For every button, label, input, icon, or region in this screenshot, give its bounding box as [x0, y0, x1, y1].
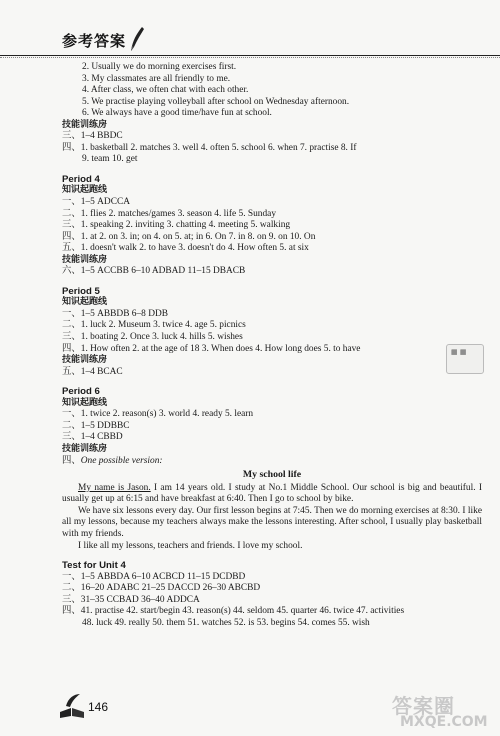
essay-paragraph: I like all my lessons, teachers and friends. I love my school.	[78, 540, 303, 551]
answer-line: 48. luck 49. really 50. them 51. watches 52. is 53. begins 54. comes 55. wish	[82, 617, 370, 628]
version-prefix: 四、	[62, 455, 81, 466]
essay-title: My school life	[242, 469, 302, 481]
answer-line: 三、1–4 CBBD	[62, 432, 123, 443]
period-title: Period 4	[62, 173, 100, 185]
essay	[62, 469, 482, 552]
answer-line: 二、1. luck 2. Museum 3. twice 4. age 5. picnics	[62, 320, 246, 331]
answer-line: 一、1–5 ABBDA 6–10 ACBCD 11–15 DCDBD	[62, 571, 246, 582]
section-heading: 技能训练房	[62, 443, 108, 454]
answer-line: 四、1. at 2. on 3. in; on 4. on 5. at; in 6. On 7. in 8. on 9. on 10. On	[62, 231, 316, 242]
period-4-section	[62, 174, 482, 278]
answer-line: 三、31–35 CCBAD 36–40 ADDCA	[62, 594, 200, 605]
header-title: 参考答案	[62, 32, 127, 50]
essay-paragraph: We have six lessons every day. Our first lesson begins at 7:45. Then we do morning exercises at 8:30. I like all my lessons, because my teachers always make the lessons interesting. After school, I usually play basketball with my friends.	[62, 505, 482, 539]
book-icon	[58, 692, 86, 718]
watermark-logo: 答案圈 MXQE.COM	[392, 694, 488, 730]
header-rule-dotted	[0, 57, 500, 58]
answer-line: 五、1–4 BCAC	[62, 366, 123, 377]
period-title: Period 6	[62, 386, 100, 398]
answer-line: 五、1. doesn't walk 2. to have 3. doesn't do 4. How often 5. at six	[62, 243, 309, 254]
period-5-section	[62, 286, 482, 378]
section-heading: 技能训练房	[62, 355, 108, 366]
answer-line: 二、16–20 ADABC 21–25 DACCD 26–30 ABCBD	[62, 583, 261, 594]
answer-content	[62, 62, 482, 629]
answer-line: 三、1. boating 2. Once 3. luck 4. hills 5. wishes	[62, 332, 243, 343]
section-heading: 技能训练房	[62, 119, 108, 130]
answer-line: 二、1–5 DDBBC	[62, 420, 130, 431]
answer-line: 一、1–5 ADCCA	[62, 197, 130, 208]
test-section	[62, 560, 482, 629]
answer-line: 3. My classmates are all friendly to me.	[82, 73, 231, 84]
answer-line: 四、1. basketball 2. matches 3. well 4. often 5. school 6. when 7. practise 8. If	[62, 142, 357, 153]
page-header	[0, 0, 500, 60]
answer-line: 5. We practise playing volleyball after school on Wednesday afternoon.	[82, 96, 350, 107]
essay-text: I am 14 years old. I study at No.1 Middle School. Our school is big and beautiful. I usually get up at 6:15 and have breakfast at 6:40. Then I go to school by bike.	[62, 482, 482, 505]
answer-line: 六、1–5 ACCBB 6–10 ADBAD 11–15 DBACB	[62, 266, 246, 277]
answer-line: 9. team 10. get	[82, 154, 138, 165]
skill-section	[62, 120, 482, 166]
answer-line: 三、1–4 BBDC	[62, 131, 123, 142]
answer-line: 4. After class, we often chat with each other.	[82, 85, 249, 96]
essay-paragraph	[62, 483, 482, 506]
version-line	[62, 456, 482, 468]
answer-line: 一、1. twice 2. reason(s) 3. world 4. ready 5. learn	[62, 409, 254, 420]
test-title: Test for Unit 4	[62, 560, 126, 572]
answer-line: 6. We always have a good time/have fun at school.	[82, 108, 272, 119]
answer-line: 2. Usually we do morning exercises first.	[82, 62, 237, 72]
version-text: One possible version:	[80, 455, 163, 466]
answer-line: 一、1–5 ABBDB 6–8 DDB	[62, 308, 168, 319]
section-heading: 技能训练房	[62, 254, 108, 265]
period-6-section	[62, 386, 482, 467]
section-heading: 知识起跑线	[62, 297, 108, 308]
essay-underlined: My name is Jason.	[78, 482, 151, 493]
answer-line: 二、1. flies 2. matches/games 3. season 4. life 5. Sunday	[62, 208, 277, 219]
header-rule	[0, 55, 500, 56]
period-title: Period 5	[62, 285, 100, 297]
section-heading: 知识起跑线	[62, 185, 108, 196]
intro-section	[62, 62, 482, 120]
answer-line: 三、1. speaking 2. inviting 3. chatting 4. meeting 5. walking	[62, 220, 291, 231]
section-heading: 知识起跑线	[62, 397, 108, 408]
stamp-image: ▦ ▦	[446, 344, 484, 374]
page-number: 146	[88, 700, 109, 714]
pen-icon	[128, 26, 146, 52]
answer-line: 四、1. How often 2. at the age of 18 3. When does 4. How long does 5. to have	[62, 343, 361, 354]
answer-line: 四、41. practise 42. start/begin 43. reason(s) 44. seldom 45. quarter 46. twice 47. activities	[62, 606, 405, 617]
